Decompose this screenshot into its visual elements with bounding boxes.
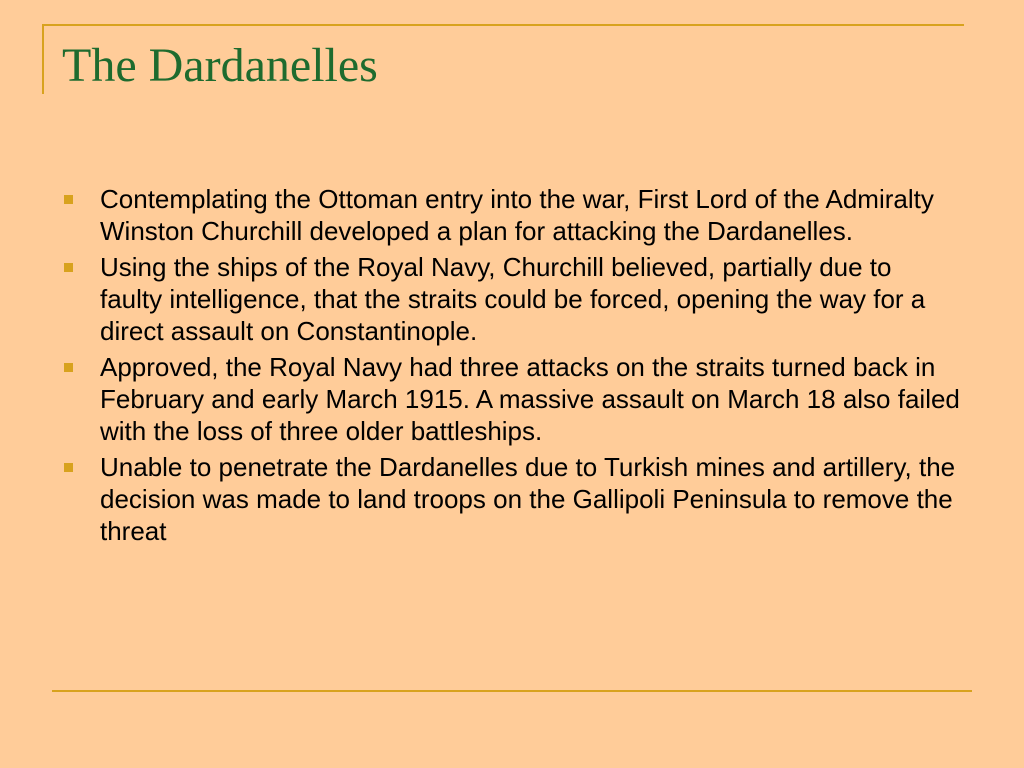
bullet-text: Unable to penetrate the Dardanelles due to Turkish mines and artillery, the decision was made to land troops on the Gallipoli Peninsula to remove the threat — [100, 452, 956, 546]
frame-vertical-line — [42, 24, 44, 94]
square-bullet-icon — [64, 363, 73, 372]
footer-divider-line — [52, 690, 972, 692]
square-bullet-icon — [64, 463, 73, 472]
square-bullet-icon — [64, 195, 73, 204]
bullet-text: Contemplating the Ottoman entry into the war, First Lord of the Admiralty Winston Churchill developed a plan for attacking the Dardanelles. — [100, 184, 934, 246]
bullet-item — [60, 251, 960, 347]
bullet-list — [60, 183, 960, 551]
bullet-item — [60, 451, 960, 547]
square-bullet-icon — [64, 263, 73, 272]
frame-top-line — [42, 24, 964, 26]
slide-title: The Dardanelles — [62, 39, 378, 92]
bullet-text: Using the ships of the Royal Navy, Churchill believed, partially due to faulty intelligence, that the straits could be forced, opening the way for a direct assault on Constantinople. — [100, 252, 926, 346]
bullet-item — [60, 183, 960, 247]
bullet-item — [60, 351, 960, 447]
bullet-text: Approved, the Royal Navy had three attacks on the straits turned back in February and early March 1915. A massive assault on March 18 also failed with the loss of three older battleships. — [100, 352, 960, 446]
